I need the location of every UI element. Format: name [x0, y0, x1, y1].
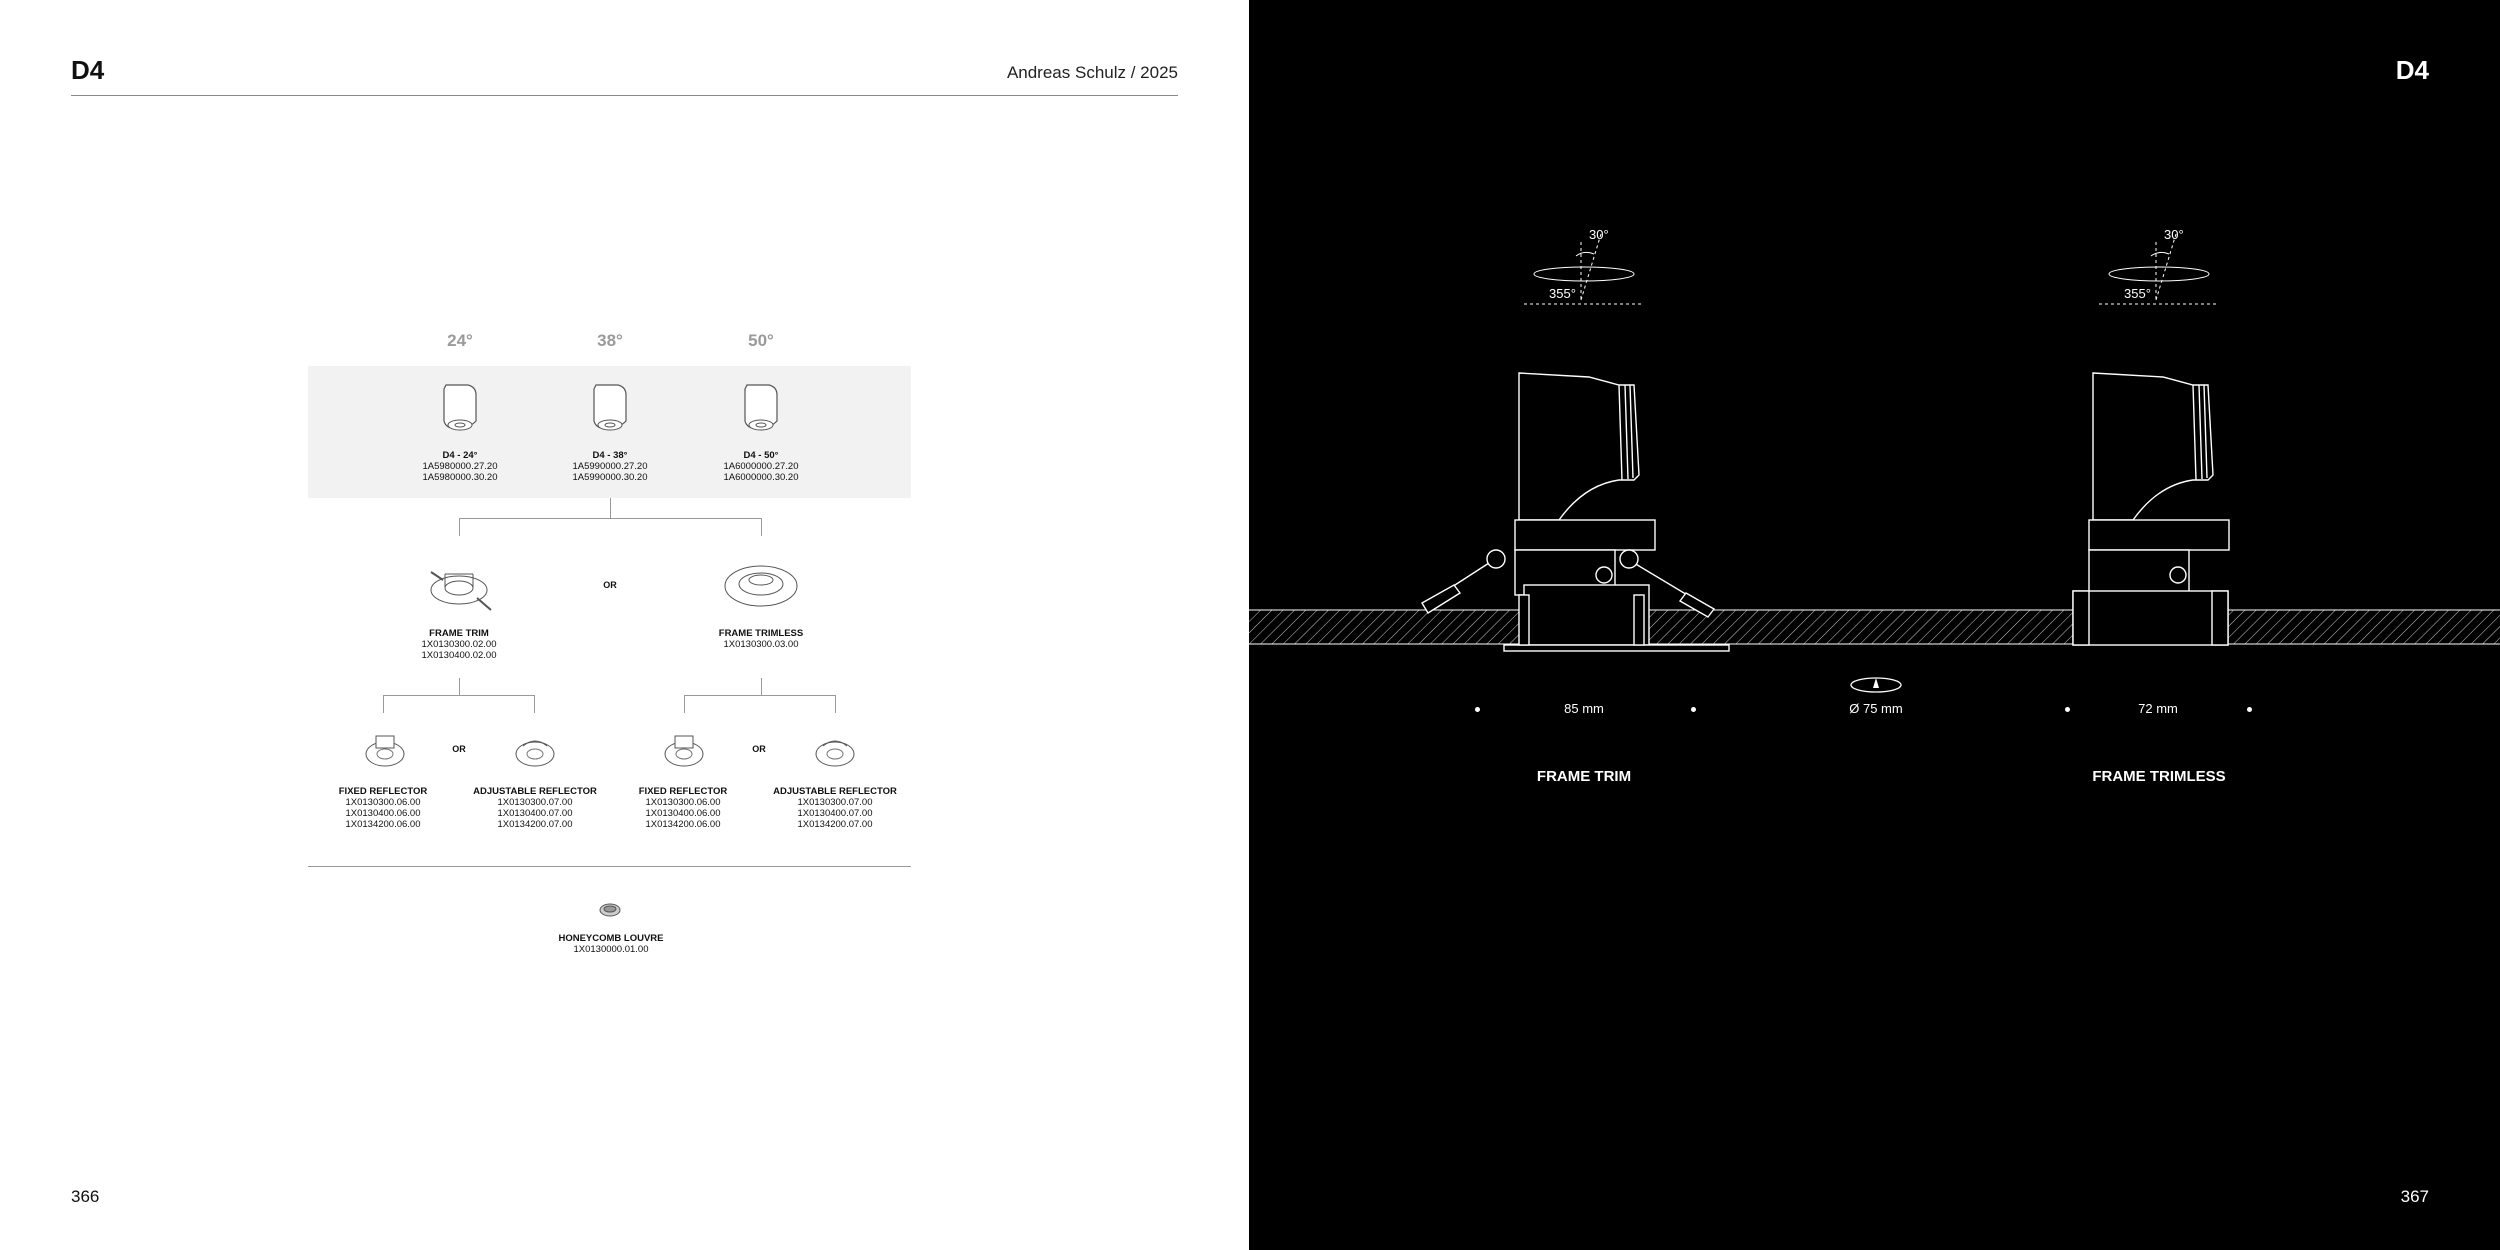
- rotation-angle: 355°: [1549, 286, 1576, 301]
- module-38-label: D4 - 38° 1A5990000.27.20 1A5990000.30.20: [572, 450, 648, 483]
- page-title: D4: [71, 55, 105, 85]
- cutout-icon: [1849, 674, 1903, 694]
- connector: [459, 518, 762, 519]
- dimension-marker: [1475, 707, 1480, 712]
- cutout-diameter: Ø 75 mm: [1849, 701, 1903, 716]
- page-number: 367: [2400, 1187, 2429, 1206]
- section-divider: [308, 866, 911, 867]
- module-24-label: D4 - 24° 1A5980000.27.20 1A5980000.30.20: [422, 450, 498, 483]
- angle-38: 38°: [597, 331, 623, 350]
- module-50-label: D4 - 50° 1A6000000.27.20 1A6000000.30.20: [723, 450, 799, 483]
- reflector-label: ADJUSTABLE REFLECTOR 1X0130300.07.00 1X0130400.07.00 1X0134200.07.00: [773, 786, 897, 830]
- adjustable-reflector-icon: [513, 732, 557, 772]
- or-label: OR: [603, 580, 617, 590]
- connector: [610, 498, 611, 518]
- connector: [459, 518, 460, 536]
- dimension-marker: [1691, 707, 1696, 712]
- frame-trim-icon: [425, 558, 495, 614]
- adjustable-reflector-icon: [813, 732, 857, 772]
- connector: [761, 678, 762, 695]
- frame-trimless-icon: [722, 556, 800, 612]
- frame-trim-title: FRAME TRIM: [1536, 768, 1632, 785]
- connector: [835, 695, 836, 713]
- rotation-angle: 355°: [2124, 286, 2151, 301]
- fixed-reflector-icon: [363, 732, 407, 772]
- reflector-label: FIXED REFLECTOR 1X0130300.06.00 1X0130400.06.00 1X0134200.06.00: [638, 786, 728, 830]
- reflector-label: ADJUSTABLE REFLECTOR 1X0130300.07.00 1X0130400.07.00 1X0134200.07.00: [473, 786, 597, 830]
- connector: [383, 695, 535, 696]
- module-38-icon: [588, 381, 632, 437]
- honeycomb-louvre-label: HONEYCOMB LOUVRE 1X0130000.01.00: [558, 933, 664, 955]
- dimension-marker: [2065, 707, 2070, 712]
- author-credit: Andreas Schulz / 2025: [1006, 63, 1178, 82]
- frame-trimless-label: FRAME TRIMLESS 1X0130300.03.00: [718, 628, 804, 650]
- fixed-reflector-icon: [662, 732, 706, 772]
- frame-trimless-title: FRAME TRIMLESS: [2092, 768, 2226, 785]
- tilt-angle: 30°: [2164, 227, 2184, 242]
- module-50-icon: [739, 381, 783, 437]
- honeycomb-louvre-icon: [598, 902, 622, 918]
- angle-50: 50°: [748, 331, 774, 350]
- tilt-angle: 30°: [1589, 227, 1609, 242]
- dimension-marker: [2247, 707, 2252, 712]
- frame-trimless-fixture-drawing: [2051, 365, 2251, 655]
- angle-24: 24°: [447, 331, 473, 350]
- connector: [684, 695, 836, 696]
- connector: [761, 518, 762, 536]
- module-24-icon: [438, 381, 482, 437]
- header-rule: [71, 95, 1178, 96]
- frame-trim-width: 85 mm: [1564, 701, 1604, 716]
- connector: [383, 695, 384, 713]
- connector: [459, 678, 460, 695]
- reflector-label: FIXED REFLECTOR 1X0130300.06.00 1X0130400.06.00 1X0134200.06.00: [338, 786, 428, 830]
- page-number: 366: [71, 1187, 100, 1206]
- connector: [534, 695, 535, 713]
- or-label: OR: [452, 744, 466, 754]
- or-label: OR: [752, 744, 766, 754]
- page-title: D4: [2395, 55, 2429, 85]
- frame-trim-fixture-drawing: [1394, 365, 1744, 655]
- frame-trimless-width: 72 mm: [2138, 701, 2178, 716]
- frame-trim-label: FRAME TRIM 1X0130300.02.00 1X0130400.02.00: [421, 628, 497, 661]
- right-page: [1249, 0, 2500, 1250]
- left-page: [0, 0, 1249, 1250]
- connector: [684, 695, 685, 713]
